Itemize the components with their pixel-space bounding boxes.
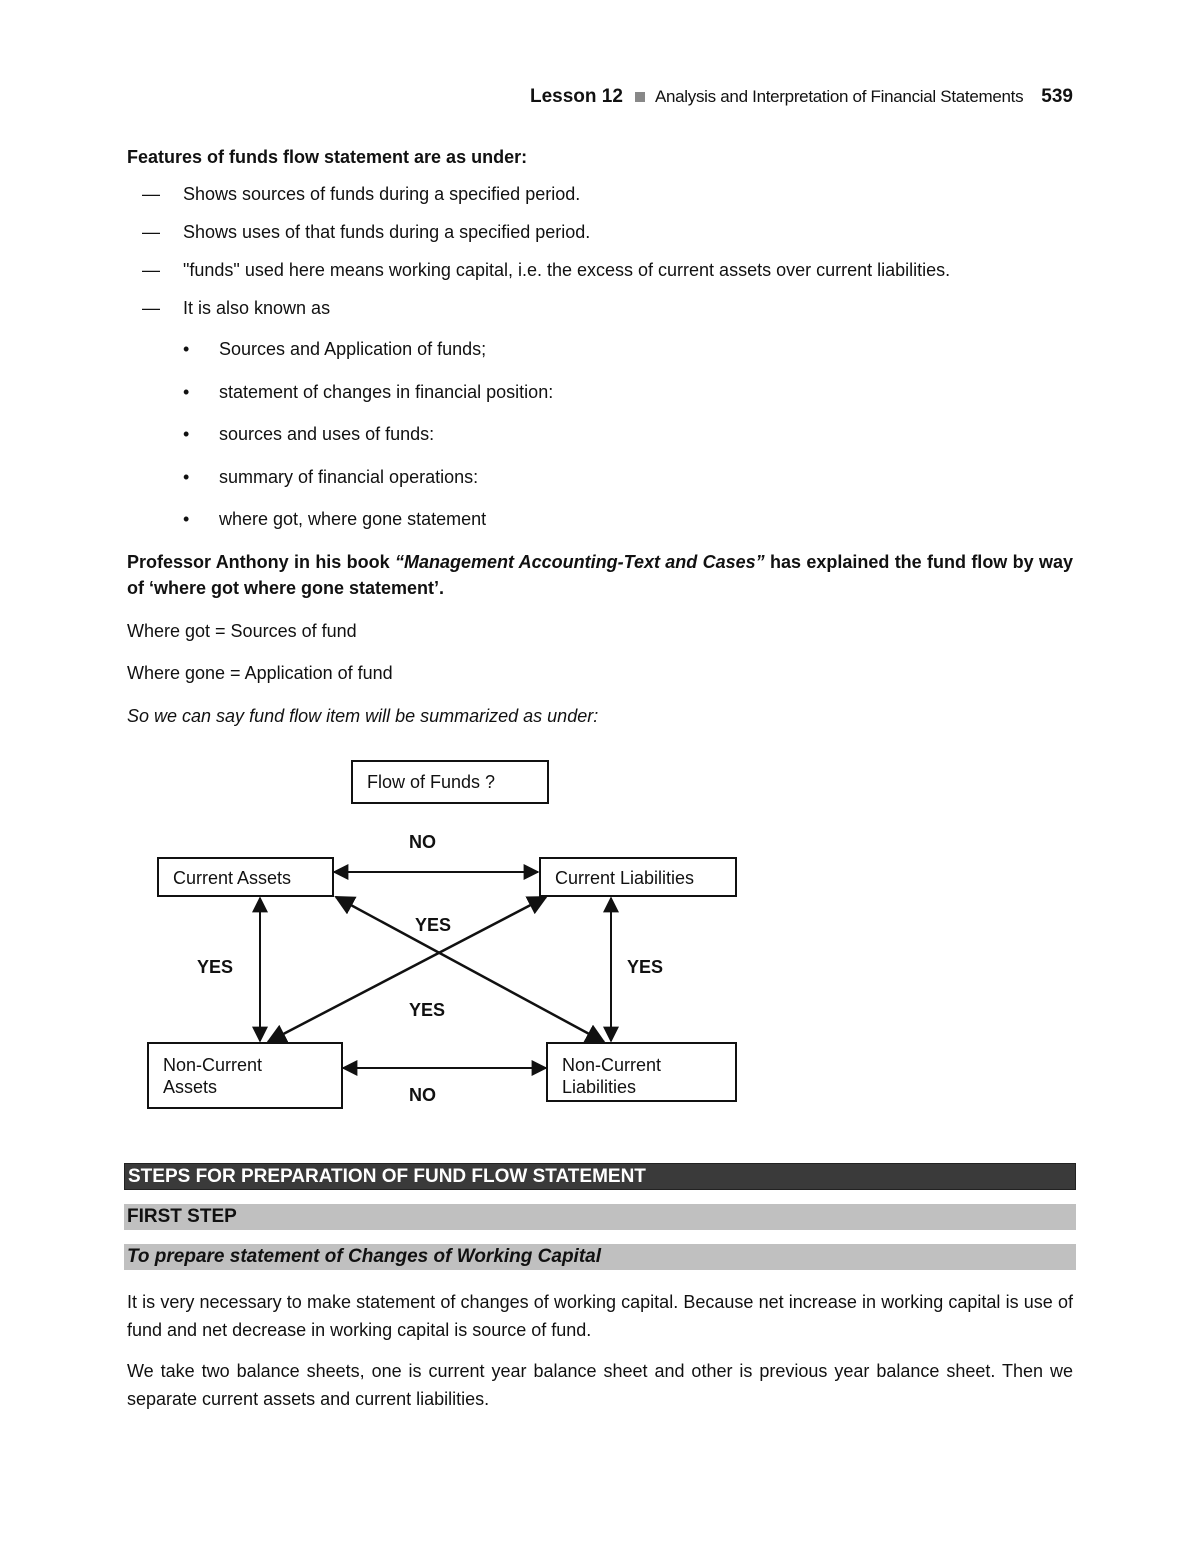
flow-of-funds-box (351, 760, 549, 804)
dash-item: Shows sources of funds during a specified period. (183, 184, 581, 204)
list-item: where got, where gone statement (219, 509, 487, 529)
non-current-liabilities-line1: Non-Current (562, 1055, 662, 1075)
page-number: 539 (1041, 86, 1073, 107)
current-liabilities-label: Current Liabilities (555, 868, 695, 888)
current-liabilities-box (539, 857, 737, 897)
first-step-heading: FIRST STEP (124, 1204, 1076, 1230)
non-current-liabilities-box (546, 1042, 737, 1102)
list-item: statement of changes in financial position: (219, 382, 554, 402)
label-no-top: NO (409, 832, 436, 852)
dash-marker: — (142, 222, 160, 242)
flow-of-funds-label: Flow of Funds ? (367, 772, 496, 792)
dash-marker: — (142, 298, 160, 318)
paragraph-working-capital: It is very necessary to make statement of changes of working capital. Because net increase in working capital is use of fund and net decrease in working capital is source of fund. (127, 1292, 1073, 1340)
first-step-subheading: To prepare statement of Changes of Working Capital (124, 1244, 1076, 1270)
where-got-line: Where got = Sources of fund (127, 621, 357, 641)
list-item: summary of financial operations: (219, 467, 479, 487)
arrow-ca-ncl (336, 897, 604, 1042)
paragraph-balance-sheets: We take two balance sheets, one is current year balance sheet and other is previous year balance sheet. Then we separate current assets and current liabilities. (127, 1361, 1073, 1409)
chapter-title: Analysis and Interpretation of Financial Statements (654, 87, 1024, 106)
label-yes-cross-bottom: YES (409, 1000, 446, 1020)
label-no-bottom: NO (409, 1085, 436, 1105)
lesson-label: Lesson 12 (530, 86, 623, 107)
label-yes-right: YES (627, 957, 664, 977)
professor-text-end: has explained the fund flow by way of ‘where got where gone statement’. (127, 552, 1073, 598)
dash-item: "funds" used here means working capital, i.e. the excess of current assets over current liabilities. (183, 260, 951, 280)
bullet-icon: • (183, 424, 190, 444)
features-heading: Features of funds flow statement are as under: (127, 147, 528, 167)
where-gone-line: Where gone = Application of fund (127, 663, 393, 683)
dash-item: It is also known as (183, 298, 331, 318)
list-item: Sources and Application of funds; (219, 339, 487, 359)
book-title: “Management Accounting-Text and Cases” (394, 552, 765, 572)
label-yes-left: YES (197, 957, 234, 977)
non-current-assets-line2: Assets (163, 1077, 218, 1097)
bullet-icon: • (183, 339, 190, 359)
bullet-icon: • (183, 382, 190, 402)
current-assets-label: Current Assets (173, 868, 292, 888)
dash-item: Shows uses of that funds during a specified period. (183, 222, 591, 242)
non-current-liabilities-line2: Liabilities (562, 1077, 637, 1097)
non-current-assets-line1: Non-Current (163, 1055, 263, 1075)
bullet-icon: • (183, 509, 190, 529)
label-yes-cross-top: YES (415, 915, 452, 935)
dash-marker: — (142, 184, 160, 204)
professor-text-start: Professor Anthony in his book (127, 552, 395, 572)
steps-heading: STEPS FOR PREPARATION OF FUND FLOW STATEMENT (124, 1163, 1076, 1190)
non-current-assets-box (147, 1042, 343, 1109)
bullet-icon: • (183, 467, 190, 487)
current-assets-box (157, 857, 334, 897)
arrow-cl-nca (268, 897, 546, 1042)
list-item: sources and uses of funds: (219, 424, 435, 444)
dash-marker: — (142, 260, 160, 280)
summary-line: So we can say fund flow item will be summarized as under: (127, 706, 599, 726)
